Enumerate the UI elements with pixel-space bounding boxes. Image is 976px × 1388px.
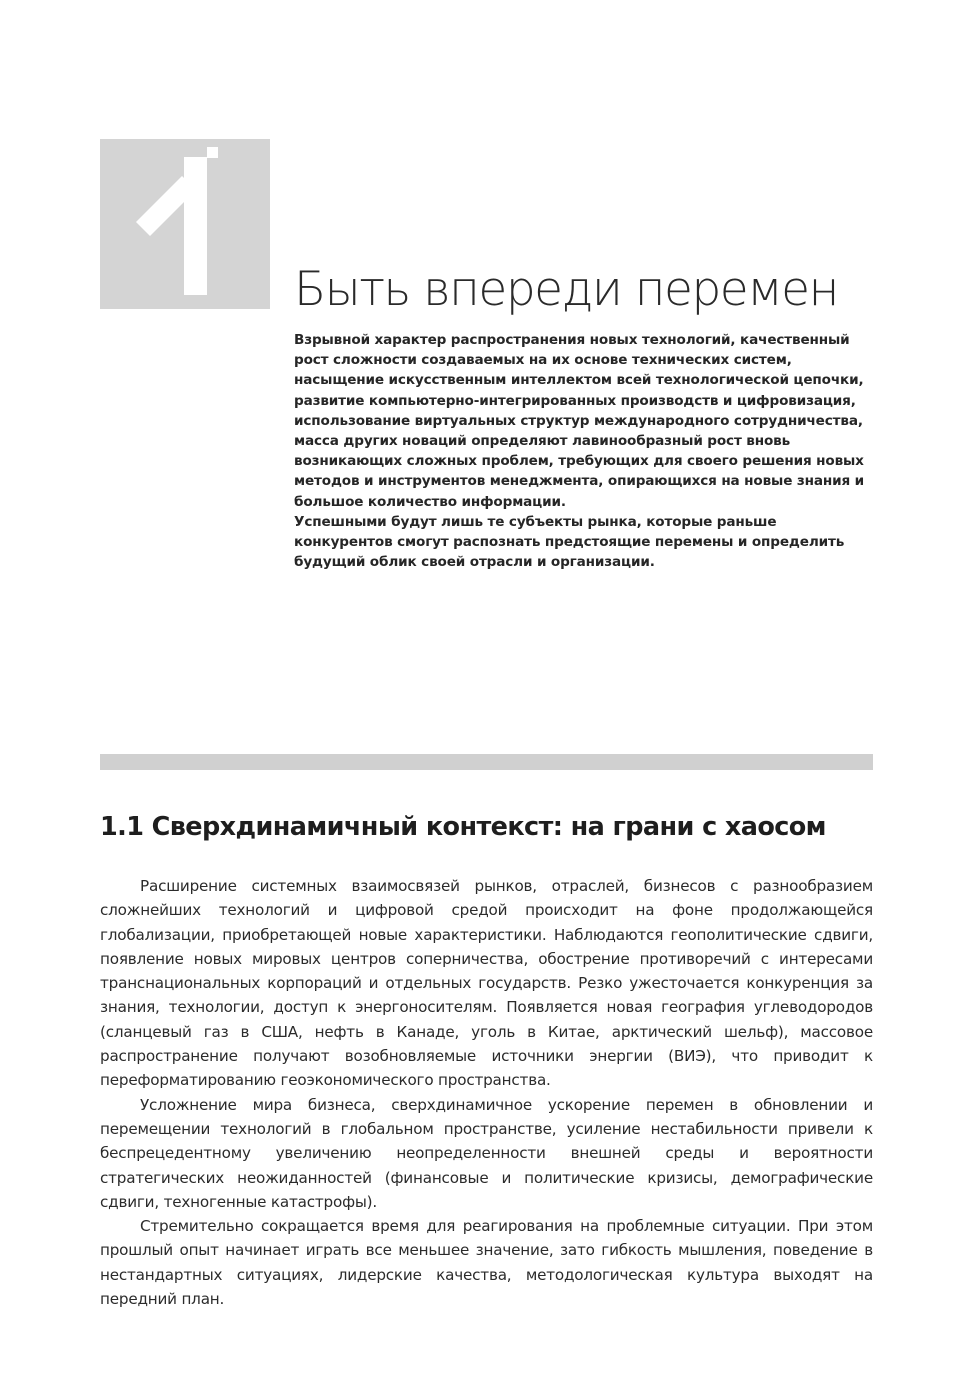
- epigraph-paragraph: Взрывной характер распространения новых технологий, качественный рост сложности создаваемых на их основе технических систем, насыщение искусственным интеллектом всей технологической цепочки, развитие компьютерно-интегрированных производств и цифровизация, использование виртуальных структур международного сотрудничества, масса других новаций определяют лавинообразный рост вновь возникающих сложных проблем, требующих для своего решения новых методов и инструментов менеджмента, опирающихся на новые знания и большое количество информации.: [294, 332, 865, 510]
- body-paragraph: Расширение системных взаимосвязей рынков, отраслей, бизнесов с разнообразием сложнейших технологий и цифровой средой происходит на фоне продолжающейся глобализации, приобретающей новые характеристики. Наблюдаются геополитические сдвиги, появление новых мировых центров соперничества, обострение противоречий с интересами транснациональных корпораций и отдельных государств. Резко ужесточается конкуренция за знания, технологии, доступ к энергоносителям. Появляется новая география углеводородов (сланцевый газ в США, нефть в Канаде, уголь в Китае, арктический шельф), массовое распространение получают возобновляемые источники энергии (ВИЭ), что приводит к переформатированию геоэкономического пространства.: [100, 877, 873, 1090]
- body-paragraph: Стремительно сокращается время для реагирования на проблемные ситуации. При этом прошлый опыт начинает играть все меньшее значение, зато гибкость мышления, поведение в нестандартных ситуациях, лидерские качества, методологическая культура выходят на передний план.: [100, 1217, 873, 1309]
- section-divider: [100, 754, 873, 770]
- chapter-epigraph: [294, 330, 879, 572]
- chapter-number-box: [100, 139, 270, 309]
- epigraph-paragraph: Успешными будут лишь те субъекты рынка, которые раньше конкурентов смогут распознать предстоящие перемены и определить будущий облик своей отрасли и организации.: [294, 513, 845, 571]
- body-paragraph: Усложнение мира бизнеса, сверхдинамичное ускорение перемен в обновлении и перемещении технологий в глобальном пространстве, усиление нестабильности привели к беспрецедентному увеличению неопределенности внешней среды и вероятности стратегических неожиданностей (финансовые и политические кризисы, демографические сдвиги, техногенные катастрофы).: [100, 1095, 873, 1211]
- chapter-title: Быть впереди перемен: [294, 262, 838, 317]
- section-heading: 1.1 Сверхдинамичный контекст: на грани с хаосом: [100, 812, 826, 842]
- chapter-numeral-one-icon: [100, 139, 270, 309]
- section-body: [100, 874, 873, 1311]
